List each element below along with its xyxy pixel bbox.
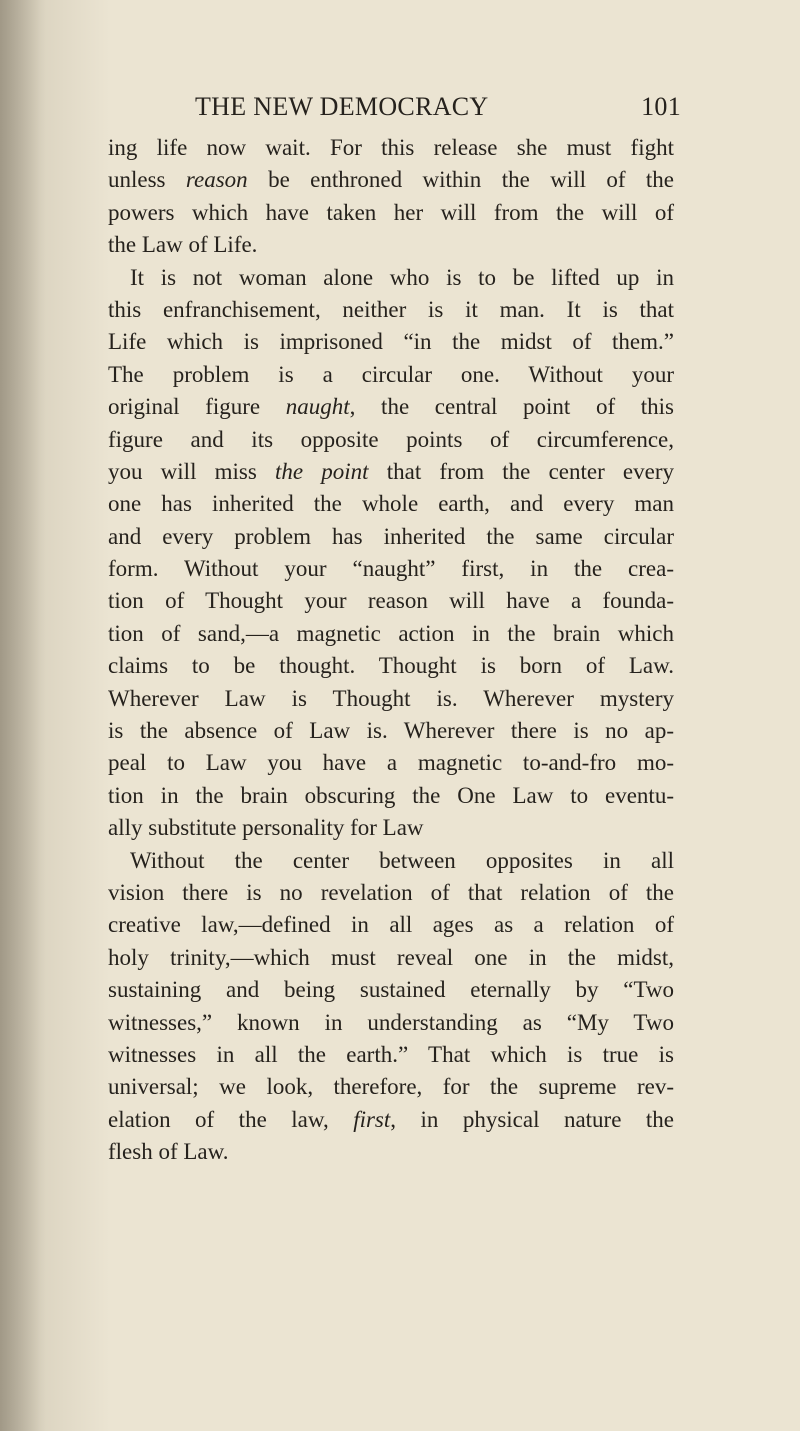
text-line: tion of sand,—a magnetic action in the brain which [108, 620, 674, 646]
text-segment: be enthroned within the will of the [247, 167, 675, 193]
italic-emphasis: the point [275, 458, 369, 484]
page-header [195, 92, 681, 122]
text-line: holy trinity,—which must reveal one in the midst, [108, 944, 674, 970]
running-title: THE NEW DEMOCRACY [195, 92, 489, 121]
italic-emphasis: reason [185, 167, 248, 193]
text-line: figure and its opposite points of circumference, [108, 426, 674, 452]
text-line: Life which is imprisoned “in the midst of them.” [108, 329, 674, 355]
text-segment: , the central point of this [349, 394, 674, 420]
text-line [108, 164, 674, 196]
text-segment: unless [108, 167, 186, 193]
text-line: tion of Thought your reason will have a founda- [108, 588, 674, 614]
text-line [108, 391, 674, 423]
text-line: the Law of Life. [108, 232, 258, 258]
text-line: The problem is a circular one. Without your [108, 361, 674, 387]
text-segment: that from the center every [368, 458, 674, 484]
text-line: is the absence of Law is. Wherever there is no ap- [108, 718, 674, 744]
text-line: Wherever Law is Thought is. Wherever mystery [108, 685, 674, 711]
text-line: universal; we look, therefore, for the supreme rev- [108, 1074, 674, 1100]
text-line [108, 456, 674, 488]
text-line: creative law,—defined in all ages as a relation of [108, 912, 674, 938]
text-line: ing life now wait. For this release she must fight [108, 135, 674, 160]
text-line: Without the center between opposites in all [130, 847, 674, 873]
page-number: 101 [641, 92, 681, 121]
text-line: ally substitute personality for Law [108, 815, 424, 841]
text-line: one has inherited the whole earth, and every man [108, 491, 674, 517]
text-segment: , in physical nature the [390, 1106, 674, 1132]
text-segment: you will miss [108, 458, 275, 484]
italic-emphasis: naught [285, 394, 350, 420]
text-line: sustaining and being sustained eternally by “Two [108, 977, 674, 1003]
text-line: witnesses,” known in understanding as “My Two [108, 1009, 674, 1035]
text-line [108, 1104, 674, 1136]
text-line: witnesses in all the earth.” That which is true is [108, 1041, 674, 1067]
text-line: form. Without your “naught” first, in the crea- [108, 556, 674, 582]
text-segment: original figure [108, 394, 286, 420]
italic-emphasis: first [353, 1106, 391, 1132]
text-line: claims to be thought. Thought is born of Law. [108, 653, 674, 679]
text-line: It is not woman alone who is to be lifted up in [130, 264, 674, 290]
text-line: peal to Law you have a magnetic to-and-fro mo- [108, 750, 674, 776]
text-line: vision there is no revelation of that relation of the [108, 879, 674, 905]
binding-gutter-shadow [0, 0, 46, 1431]
text-line: flesh of Law. [108, 1139, 229, 1165]
text-line: this enfranchisement, neither is it man. It is that [108, 296, 674, 322]
text-segment: elation of the law, [108, 1106, 354, 1132]
text-line: powers which have taken her will from the will of [108, 199, 674, 225]
body-text [108, 132, 674, 1169]
text-line: and every problem has inherited the same circular [108, 523, 674, 549]
text-line: tion in the brain obscuring the One Law to eventu- [108, 782, 674, 808]
